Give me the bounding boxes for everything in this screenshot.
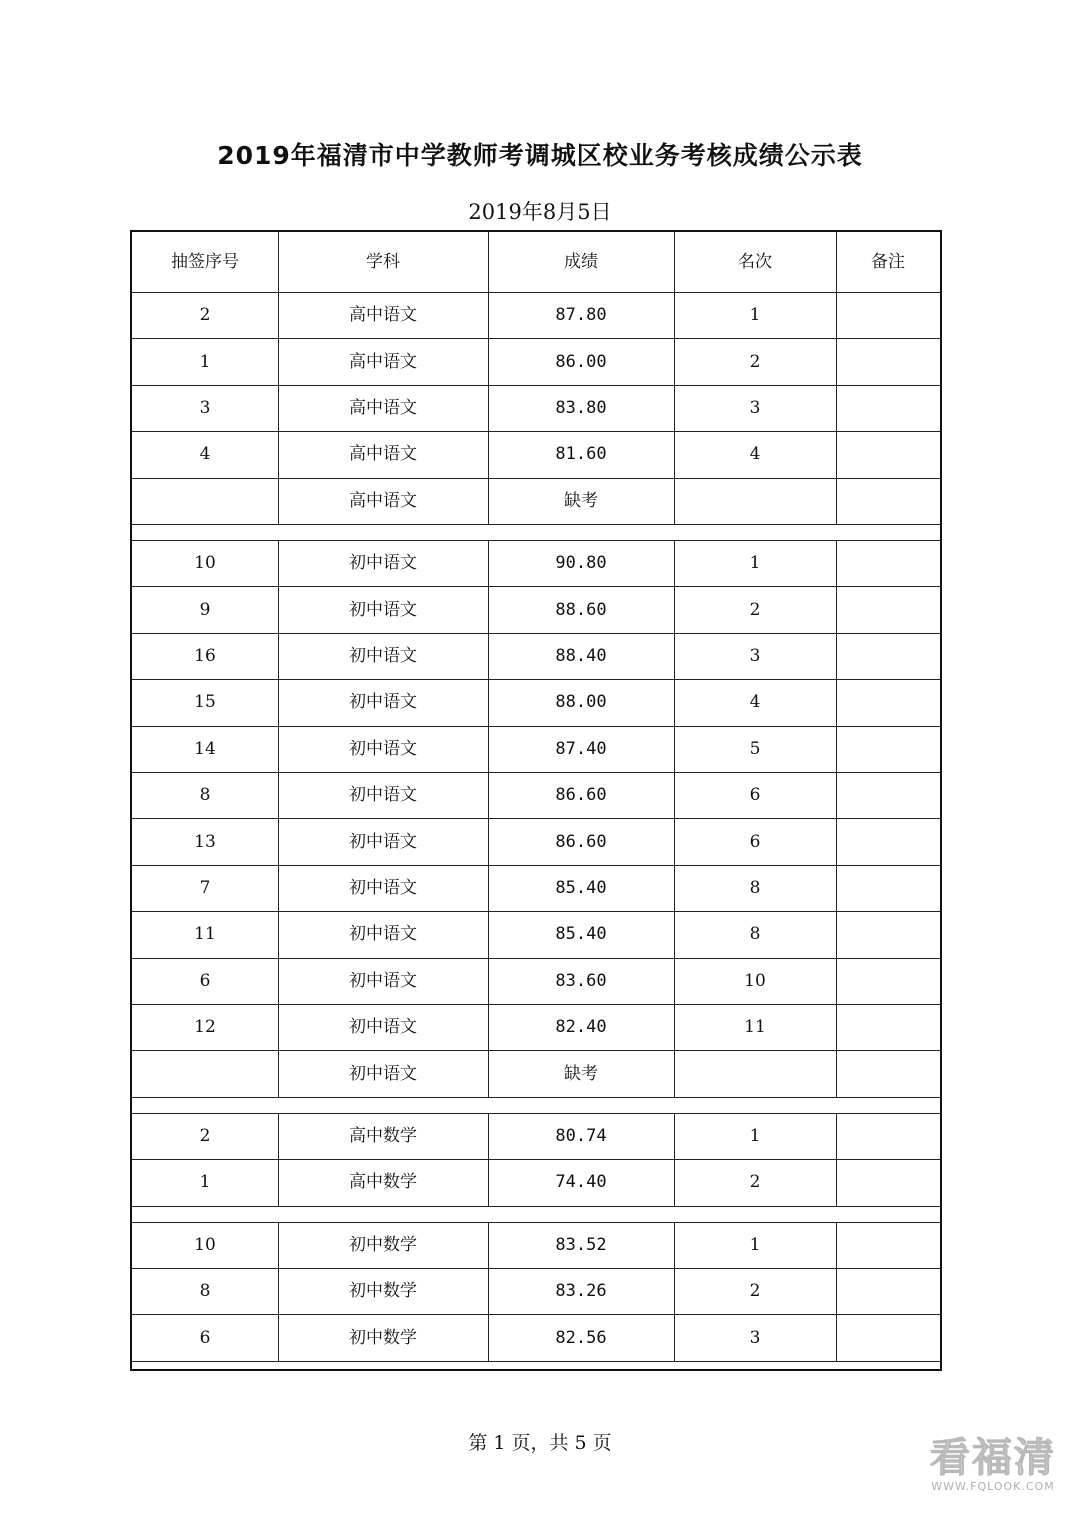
score-value: 86.60	[555, 831, 607, 852]
subject-name: 初中语文	[349, 924, 417, 945]
row-divider	[132, 1361, 940, 1362]
draw-number: 6	[199, 1327, 211, 1348]
draw-number: 8	[199, 1281, 211, 1302]
rank-value: 1	[749, 1125, 761, 1146]
header-draw-no-line1: 抽签	[171, 252, 205, 272]
draw-number: 1	[199, 351, 211, 372]
column-divider	[836, 1222, 837, 1361]
subject-name: 初中语文	[349, 877, 417, 898]
subject-name: 初中语文	[349, 645, 417, 666]
watermark-text: 看福清	[930, 1435, 1056, 1481]
rank-value	[674, 1050, 836, 1096]
score-value: 83.52	[555, 1234, 607, 1255]
draw-number	[132, 1050, 278, 1096]
column-divider	[674, 1222, 675, 1361]
rank-value: 2	[749, 351, 761, 372]
subject-name: 初中语文	[349, 553, 417, 574]
row-divider	[132, 524, 940, 525]
score-value: 83.80	[555, 397, 607, 418]
remark-value	[836, 679, 940, 725]
score-value: 88.60	[555, 599, 607, 620]
subject-name: 初中语文	[349, 599, 417, 620]
page-title: 2019年福清市中学教师考调城区校业务考核成绩公示表	[217, 141, 863, 170]
remark-value	[836, 338, 940, 384]
draw-number: 4	[199, 444, 211, 465]
rank-value: 2	[749, 1281, 761, 1302]
subject-name: 高中语文	[349, 351, 417, 372]
remark-value	[836, 1222, 940, 1268]
remark-value	[836, 292, 940, 338]
subject-name: 初中语文	[349, 692, 417, 713]
draw-number: 12	[194, 1017, 216, 1038]
draw-number: 15	[194, 692, 216, 713]
draw-number: 8	[199, 785, 211, 806]
rank-value: 11	[744, 1017, 766, 1038]
draw-number: 16	[194, 645, 216, 666]
rank-value: 4	[749, 692, 761, 713]
subject-name: 高中语文	[349, 490, 417, 511]
remark-value	[836, 540, 940, 586]
column-divider	[836, 540, 837, 1097]
draw-number: 14	[194, 738, 216, 759]
rank-value: 1	[749, 1234, 761, 1255]
rank-value: 5	[749, 738, 761, 759]
draw-number: 10	[194, 1234, 216, 1255]
draw-number: 10	[194, 553, 216, 574]
rank-value: 1	[749, 553, 761, 574]
remark-value	[836, 431, 940, 477]
page-footer: 第 1 页，共 5 页	[468, 1432, 612, 1454]
remark-value	[836, 478, 940, 524]
subject-name: 初中语文	[349, 1017, 417, 1038]
remark-value	[836, 633, 940, 679]
header-remarks: 备注	[871, 252, 905, 272]
column-divider	[674, 540, 675, 1097]
publish-date: 2019年8月5日	[468, 200, 612, 224]
column-divider	[278, 540, 279, 1097]
column-divider	[488, 292, 489, 524]
subject-name: 初中语文	[349, 970, 417, 991]
score-value: 85.40	[555, 924, 607, 945]
remark-value	[836, 1314, 940, 1360]
remark-value	[836, 958, 940, 1004]
column-divider	[488, 232, 489, 292]
header-draw-no	[132, 232, 278, 292]
remark-value	[836, 911, 940, 957]
column-divider	[488, 1113, 489, 1206]
draw-number: 2	[199, 1125, 211, 1146]
remark-value	[836, 385, 940, 431]
header-draw-no-line2: 序号	[205, 252, 239, 272]
score-value: 88.00	[555, 692, 607, 713]
remark-value	[836, 1050, 940, 1096]
header-rank: 名次	[738, 252, 772, 272]
column-divider	[836, 1113, 837, 1206]
header-subject: 学科	[366, 252, 400, 272]
subject-name: 初中数学	[349, 1234, 417, 1255]
row-divider	[132, 1206, 940, 1207]
column-divider	[836, 232, 837, 292]
column-divider	[278, 1113, 279, 1206]
score-value: 80.74	[555, 1125, 607, 1146]
subject-name: 初中数学	[349, 1281, 417, 1302]
remark-value	[836, 586, 940, 632]
rank-value: 6	[749, 831, 761, 852]
column-divider	[674, 232, 675, 292]
rank-value: 2	[749, 599, 761, 620]
rank-value: 6	[749, 785, 761, 806]
subject-name: 高中语文	[349, 397, 417, 418]
draw-number: 9	[199, 599, 211, 620]
draw-number: 3	[199, 397, 211, 418]
score-value: 缺考	[564, 1063, 598, 1084]
score-value: 86.00	[555, 351, 607, 372]
remark-value	[836, 726, 940, 772]
score-value: 74.40	[555, 1172, 607, 1193]
subject-name: 高中语文	[349, 305, 417, 326]
score-value: 缺考	[564, 490, 598, 511]
column-divider	[278, 292, 279, 524]
remark-value	[836, 1268, 940, 1314]
draw-number: 13	[194, 831, 216, 852]
rank-value: 3	[749, 397, 761, 418]
rank-value: 2	[749, 1172, 761, 1193]
draw-number: 1	[199, 1172, 211, 1193]
remark-value	[836, 865, 940, 911]
rank-value	[674, 478, 836, 524]
subject-name: 初中语文	[349, 738, 417, 759]
column-divider	[674, 1113, 675, 1206]
remark-value	[836, 1113, 940, 1159]
score-value: 87.40	[555, 738, 607, 759]
subject-name: 初中数学	[349, 1327, 417, 1348]
remark-value	[836, 772, 940, 818]
draw-number: 11	[194, 924, 216, 945]
rank-value: 8	[749, 877, 761, 898]
score-value: 87.80	[555, 305, 607, 326]
draw-number: 2	[199, 305, 211, 326]
subject-name: 初中语文	[349, 831, 417, 852]
score-value: 90.80	[555, 553, 607, 574]
subject-name: 高中语文	[349, 444, 417, 465]
column-divider	[278, 232, 279, 292]
score-value: 83.60	[555, 970, 607, 991]
column-divider	[278, 1222, 279, 1361]
subject-name: 初中语文	[349, 785, 417, 806]
column-divider	[488, 1222, 489, 1361]
rank-value: 4	[749, 444, 761, 465]
watermark-logo	[930, 1436, 1056, 1493]
column-divider	[674, 292, 675, 524]
remark-value	[836, 1004, 940, 1050]
score-value: 85.40	[555, 877, 607, 898]
subject-name: 高中数学	[349, 1172, 417, 1193]
rank-value: 8	[749, 924, 761, 945]
rank-value: 1	[749, 305, 761, 326]
score-value: 81.60	[555, 444, 607, 465]
header-score: 成绩	[564, 252, 598, 272]
draw-number: 7	[199, 877, 211, 898]
subject-name: 高中数学	[349, 1125, 417, 1146]
column-divider	[488, 540, 489, 1097]
draw-number	[132, 478, 278, 524]
score-value: 83.26	[555, 1281, 607, 1302]
rank-value: 3	[749, 1327, 761, 1348]
score-value: 88.40	[555, 645, 607, 666]
remark-value	[836, 1159, 940, 1205]
score-value: 86.60	[555, 785, 607, 806]
score-value: 82.40	[555, 1017, 607, 1038]
score-value: 82.56	[555, 1327, 607, 1348]
draw-number: 6	[199, 970, 211, 991]
rank-value: 3	[749, 645, 761, 666]
watermark-url: WWW.FQLOOK.COM	[931, 1480, 1055, 1493]
rank-value: 10	[744, 970, 766, 991]
column-divider	[836, 292, 837, 524]
remark-value	[836, 818, 940, 864]
score-table	[130, 230, 942, 1371]
row-divider	[132, 1097, 940, 1098]
subject-name: 初中语文	[349, 1063, 417, 1084]
